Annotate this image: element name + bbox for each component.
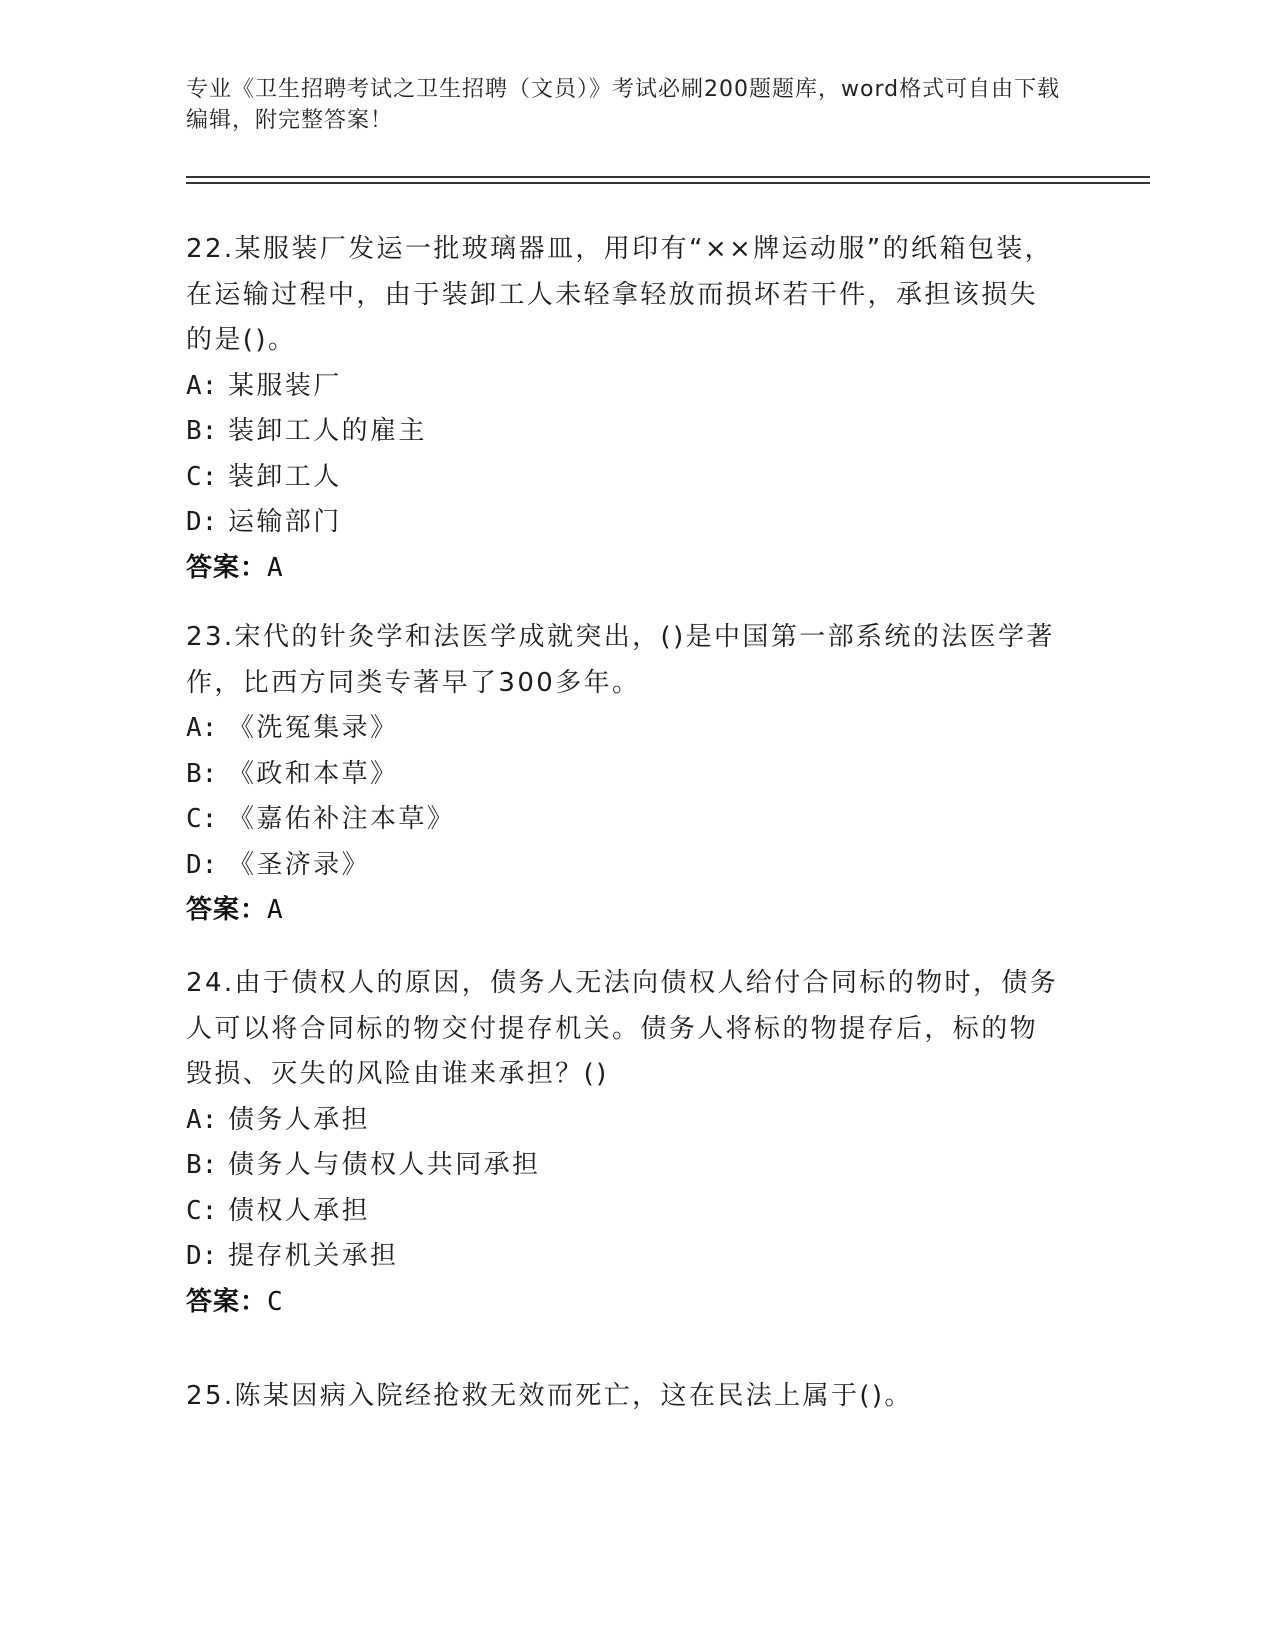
option-text: 提存机关承担 <box>228 1241 399 1271</box>
question-24 <box>186 961 1066 1325</box>
header-divider-bottom <box>186 182 1150 184</box>
option-text: 装卸工人的雇主 <box>228 416 427 446</box>
question-stem: 22.某服装厂发运一批玻璃器皿，用印有“××牌运动服”的纸箱包装，在运输过程中，由于装卸工人未轻拿轻放而损坏若干件，承担该损失的是()。 <box>186 234 1054 355</box>
answer-value: A <box>267 552 284 583</box>
question-25 <box>186 1374 1066 1420</box>
option-a <box>186 1098 1066 1144</box>
option-text: 装卸工人 <box>228 461 342 492</box>
option-b <box>186 1143 1066 1189</box>
answer-value: C <box>267 1286 284 1317</box>
option-letter: C: <box>186 1195 218 1226</box>
answer-label: 答案： <box>186 552 268 583</box>
option-list <box>186 364 1066 546</box>
answer-line <box>186 546 1066 592</box>
question-stem: 25.陈某因病入院经抢救无效而死亡，这在民法上属于()。 <box>186 1381 913 1411</box>
option-d <box>186 843 1066 889</box>
option-letter: B: <box>186 1150 218 1180</box>
option-text: 债务人承担 <box>228 1104 371 1135</box>
option-text: 某服装厂 <box>228 370 342 401</box>
option-text: 《洗冤集录》 <box>228 713 399 743</box>
question-stem: 23.宋代的针灸学和法医学成就突出，()是中国第一部系统的法医学著作，比西方同类专著早了300多年。 <box>186 622 1055 698</box>
option-letter: D: <box>186 507 218 537</box>
option-text: 债权人承担 <box>228 1195 371 1226</box>
header-divider-top <box>186 176 1150 178</box>
option-text: 《嘉佑补注本草》 <box>228 804 456 834</box>
option-text: 《政和本草》 <box>228 758 399 789</box>
document-intro: 专业《卫生招聘考试之卫生招聘（文员）》考试必刷200题题库，word格式可自由下载编辑，附完整答案！ <box>186 77 1061 133</box>
option-d <box>186 500 1066 546</box>
option-letter: B: <box>186 758 218 789</box>
option-b <box>186 752 1066 798</box>
option-letter: C: <box>186 804 218 834</box>
option-a <box>186 706 1066 752</box>
option-letter: A: <box>186 370 218 401</box>
option-text: 《圣济录》 <box>228 849 371 880</box>
option-letter: D: <box>186 849 218 880</box>
question-22 <box>186 227 1066 591</box>
option-list <box>186 1098 1066 1280</box>
option-letter: A: <box>186 713 218 743</box>
question-23 <box>186 615 1066 934</box>
option-letter: D: <box>186 1241 218 1271</box>
answer-label: 答案： <box>186 1286 268 1317</box>
option-c <box>186 797 1066 843</box>
answer-label: 答案： <box>186 895 268 925</box>
option-text: 债务人与债权人共同承担 <box>228 1150 541 1180</box>
option-c <box>186 455 1066 501</box>
answer-value: A <box>267 895 284 925</box>
option-letter: C: <box>186 461 218 492</box>
option-b <box>186 409 1066 455</box>
option-c <box>186 1189 1066 1235</box>
option-d <box>186 1234 1066 1280</box>
option-letter: B: <box>186 416 218 446</box>
option-text: 运输部门 <box>228 507 342 537</box>
answer-line <box>186 1280 1066 1326</box>
option-a <box>186 364 1066 410</box>
question-stem: 24.由于债权人的原因，债务人无法向债权人给付合同标的物时，债务人可以将合同标的物交付提存机关。债务人将标的物提存后，标的物毁损、灭失的风险由谁来承担？() <box>186 968 1059 1089</box>
answer-line <box>186 888 1066 934</box>
option-list <box>186 706 1066 888</box>
option-letter: A: <box>186 1104 218 1135</box>
